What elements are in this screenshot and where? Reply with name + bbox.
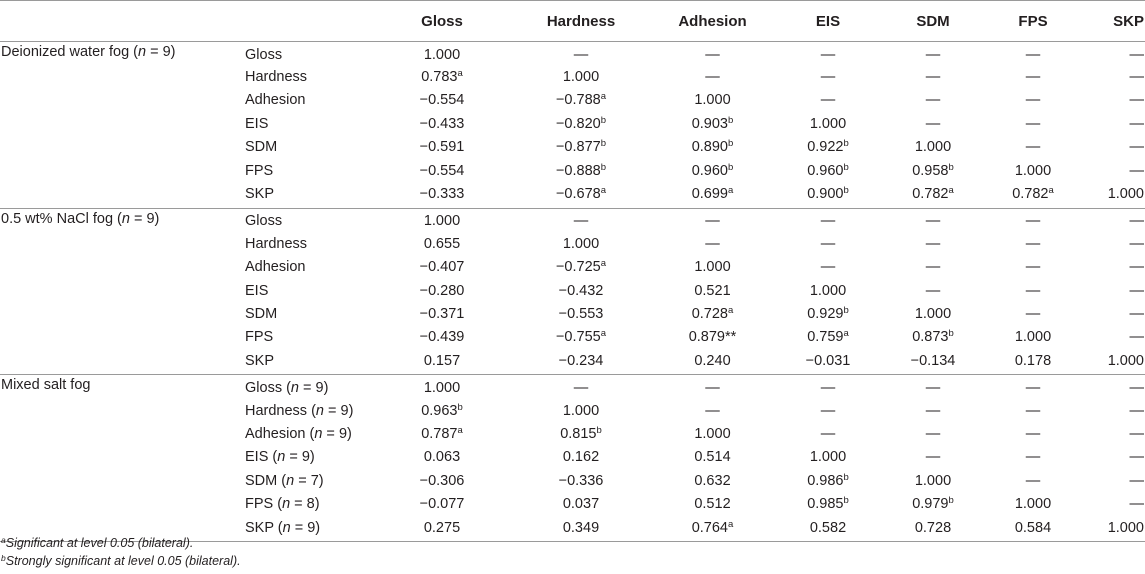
value-cell: — xyxy=(1025,213,1041,230)
value-cell: 0.582 xyxy=(777,516,879,542)
value-cell: 1.000 xyxy=(809,449,847,466)
value-cell: — xyxy=(1129,235,1144,252)
value-cell: 0.782$^a$ xyxy=(987,182,1079,208)
value-cell: — xyxy=(1025,46,1041,63)
footnotes xyxy=(1,534,241,570)
value-cell: −0.725$^a$ xyxy=(555,258,607,276)
row-label: EIS xyxy=(245,115,269,132)
value-cell: — xyxy=(820,380,836,397)
value-cell: 0.275 xyxy=(370,516,514,542)
value-cell: −0.554 xyxy=(419,162,465,179)
value-cell: 0.960$^b$ xyxy=(807,161,849,179)
value-cell: 1.000 xyxy=(1014,496,1052,513)
significance-mark: a xyxy=(600,328,607,340)
row-label: Hardness xyxy=(245,69,308,86)
value-cell: −0.433 xyxy=(419,115,465,132)
value-cell: — xyxy=(820,259,836,276)
value-cell: — xyxy=(925,380,941,397)
value-cell: — xyxy=(820,92,836,109)
value-cell: 1.000 xyxy=(694,425,731,442)
value-cell: 0.787$^a$ xyxy=(421,424,463,442)
table-row xyxy=(0,349,1145,375)
row-label: Adhesion xyxy=(245,92,306,109)
value-cell: — xyxy=(820,425,836,442)
row-label: SDM (n = 7) xyxy=(245,472,324,489)
value-cell: — xyxy=(1025,139,1041,156)
value-cell: — xyxy=(1025,69,1041,86)
value-cell: — xyxy=(1129,380,1144,397)
value-cell: 1.000 xyxy=(423,46,461,63)
value-cell: — xyxy=(573,213,589,230)
value-cell: 0.903$^b$ xyxy=(691,114,734,132)
significance-mark: a xyxy=(600,185,607,197)
row-label: FPS xyxy=(245,162,274,179)
significance-mark: a xyxy=(457,68,463,80)
value-cell: −0.788$^a$ xyxy=(555,91,607,109)
significance-mark: a xyxy=(728,185,734,197)
significance-mark: a xyxy=(457,424,463,436)
value-cell: 1.000 xyxy=(562,235,600,252)
value-cell: 0.728$^a$ xyxy=(691,304,734,322)
table-row xyxy=(0,208,1145,232)
row-label: SKP xyxy=(238,182,370,208)
header-eis: EIS xyxy=(777,1,879,42)
value-cell: — xyxy=(925,69,941,86)
value-cell: — xyxy=(1129,46,1144,63)
value-cell: 0.178 xyxy=(987,349,1079,375)
value-cell: — xyxy=(705,69,720,86)
table-row xyxy=(0,326,1145,349)
value-cell: — xyxy=(925,259,941,276)
value-cell: −0.280 xyxy=(419,282,465,299)
value-cell: −0.432 xyxy=(558,282,604,299)
value-cell: −0.439 xyxy=(419,329,465,346)
value-cell: 0.782$^a$ xyxy=(879,182,987,208)
significance-mark: b xyxy=(600,114,607,126)
group-label: 0.5 wt% NaCl fog (n = 9) xyxy=(1,210,160,227)
value-cell: −0.888$^b$ xyxy=(555,161,607,179)
header-gloss: Gloss xyxy=(370,1,514,42)
value-cell: — xyxy=(1025,472,1041,489)
group-label xyxy=(0,422,238,445)
value-cell: 0.879** xyxy=(688,329,737,346)
table-row xyxy=(0,279,1145,302)
value-cell: −0.371 xyxy=(419,305,465,322)
value-cell: 0.815$^b$ xyxy=(560,424,602,442)
value-cell: — xyxy=(1129,472,1144,489)
table-row xyxy=(0,375,1145,399)
value-cell: 1.000 xyxy=(914,139,952,156)
value-cell: — xyxy=(925,449,941,466)
value-cell: — xyxy=(1025,115,1041,132)
significance-mark: b xyxy=(728,138,734,150)
value-cell: — xyxy=(820,213,836,230)
value-cell: 0.512 xyxy=(694,496,731,513)
significance-mark: b xyxy=(457,401,463,413)
significance-mark: a xyxy=(600,258,607,270)
value-cell: — xyxy=(1129,402,1144,419)
value-cell: — xyxy=(705,235,720,252)
value-cell: — xyxy=(1025,92,1041,109)
table-row xyxy=(0,302,1145,325)
row-label: SKP xyxy=(238,349,370,375)
significance-mark: a xyxy=(728,518,734,530)
value-cell: 1.000 xyxy=(1079,349,1145,375)
value-cell: — xyxy=(1129,213,1144,230)
significance-mark: b xyxy=(843,304,849,316)
significance-mark: b xyxy=(728,114,734,126)
value-cell: 0.963$^b$ xyxy=(421,401,463,419)
value-cell: — xyxy=(1129,139,1144,156)
value-cell: −0.306 xyxy=(419,472,465,489)
value-cell: — xyxy=(925,213,941,230)
row-label: Adhesion xyxy=(245,259,306,276)
value-cell: — xyxy=(1025,259,1041,276)
row-label: EIS xyxy=(245,282,269,299)
table-header xyxy=(0,1,1145,42)
header-adhesion: Adhesion xyxy=(648,1,777,42)
value-cell: 1.000 xyxy=(1079,182,1145,208)
value-cell: — xyxy=(705,46,720,63)
value-cell: −0.031 xyxy=(777,349,879,375)
row-label: Hardness (n = 9) xyxy=(245,402,354,419)
group-deionized-water-fog xyxy=(0,42,1145,209)
group-label xyxy=(0,89,238,112)
table-row xyxy=(0,469,1145,492)
footnote-a: $^a$Significant at level 0.05 (bilateral). xyxy=(1,535,194,550)
header-hardness: Hardness xyxy=(514,1,648,42)
row-label: SDM xyxy=(245,139,278,156)
value-cell: 0.783$^a$ xyxy=(421,68,463,86)
value-cell: — xyxy=(1129,115,1144,132)
value-cell: 0.349 xyxy=(514,516,648,542)
value-cell: −0.407 xyxy=(419,259,465,276)
value-cell: — xyxy=(573,380,589,397)
value-cell: 1.000 xyxy=(1014,329,1052,346)
group-label xyxy=(0,65,238,88)
value-cell: — xyxy=(925,402,941,419)
table-row xyxy=(0,89,1145,112)
value-cell: 0.922$^b$ xyxy=(807,138,849,156)
significance-mark: b xyxy=(948,161,954,173)
value-cell: — xyxy=(1025,449,1041,466)
significance-mark: a xyxy=(1048,185,1054,197)
significance-mark: b xyxy=(843,185,849,197)
table-row xyxy=(0,65,1145,88)
value-cell: 0.063 xyxy=(423,449,461,466)
value-cell: — xyxy=(820,235,836,252)
value-cell: 1.000 xyxy=(1079,516,1145,542)
row-label: Gloss xyxy=(245,213,283,230)
value-cell: −0.134 xyxy=(879,349,987,375)
value-cell: — xyxy=(705,213,720,230)
value-cell: — xyxy=(925,115,941,132)
row-label: FPS xyxy=(245,329,274,346)
value-cell: 0.157 xyxy=(370,349,514,375)
table-row xyxy=(0,399,1145,422)
value-cell: — xyxy=(925,282,941,299)
value-cell: — xyxy=(925,46,941,63)
group-label: Mixed salt fog xyxy=(1,377,91,394)
value-cell: 0.728 xyxy=(879,516,987,542)
table-row xyxy=(0,159,1145,182)
table-row xyxy=(0,232,1145,255)
value-cell: −0.553 xyxy=(558,305,604,322)
value-cell: 0.958$^b$ xyxy=(912,161,954,179)
value-cell: −0.820$^b$ xyxy=(555,114,607,132)
significance-mark: b xyxy=(843,471,849,483)
value-cell: — xyxy=(1129,162,1144,179)
value-cell: — xyxy=(1129,92,1144,109)
significance-mark: b xyxy=(596,424,602,436)
row-label: EIS (n = 9) xyxy=(245,449,315,466)
group-nacl-fog xyxy=(0,208,1145,375)
row-label: SDM xyxy=(245,305,278,322)
value-cell: — xyxy=(1129,449,1144,466)
table-row xyxy=(0,182,1145,208)
value-cell: — xyxy=(1129,496,1144,513)
significance-mark: a xyxy=(843,328,849,340)
value-cell: 0.037 xyxy=(562,496,600,513)
value-cell: 1.000 xyxy=(423,213,461,230)
value-cell: — xyxy=(1129,425,1144,442)
value-cell: 1.000 xyxy=(914,305,952,322)
value-cell: — xyxy=(1025,282,1041,299)
value-cell: 0.985$^b$ xyxy=(807,495,849,513)
value-cell: 0.929$^b$ xyxy=(807,304,849,322)
value-cell: 0.521 xyxy=(694,282,731,299)
group-label xyxy=(0,232,238,255)
value-cell: 0.873$^b$ xyxy=(912,328,954,346)
value-cell: — xyxy=(820,402,836,419)
value-cell: — xyxy=(1025,402,1041,419)
value-cell: 0.986$^b$ xyxy=(807,471,849,489)
significance-mark: b xyxy=(600,161,607,173)
value-cell: — xyxy=(1129,69,1144,86)
group-label xyxy=(0,256,238,279)
value-cell: 0.584 xyxy=(987,516,1079,542)
row-label: SKP (n = 9) xyxy=(238,516,370,542)
value-cell: 1.000 xyxy=(809,115,847,132)
row-label: Adhesion (n = 9) xyxy=(245,425,352,442)
value-cell: −0.333 xyxy=(370,182,514,208)
header-cell xyxy=(0,1,238,42)
group-label xyxy=(0,492,238,515)
value-cell: 1.000 xyxy=(914,472,952,489)
row-label: Gloss xyxy=(245,46,283,63)
value-cell: — xyxy=(1129,305,1144,322)
header-fps: FPS xyxy=(987,1,1079,42)
value-cell: 0.162 xyxy=(562,449,600,466)
value-cell: — xyxy=(1025,425,1041,442)
value-cell: 0.240 xyxy=(648,349,777,375)
value-cell: 1.000 xyxy=(1014,162,1052,179)
group-label xyxy=(0,326,238,349)
group-label xyxy=(0,302,238,325)
value-cell: — xyxy=(1129,282,1144,299)
group-label xyxy=(0,136,238,159)
value-cell: 0.960$^b$ xyxy=(691,161,734,179)
significance-mark: b xyxy=(843,495,849,507)
row-label: Gloss (n = 9) xyxy=(245,380,329,397)
significance-mark: b xyxy=(948,495,954,507)
group-label xyxy=(0,279,238,302)
value-cell: 1.000 xyxy=(809,282,847,299)
table-row xyxy=(0,492,1145,515)
value-cell: 0.699$^a$ xyxy=(648,182,777,208)
row-label: FPS (n = 8) xyxy=(245,496,320,513)
value-cell: 1.000 xyxy=(562,69,600,86)
value-cell: — xyxy=(820,46,836,63)
group-label xyxy=(0,159,238,182)
table-row xyxy=(0,136,1145,159)
value-cell: −0.077 xyxy=(419,496,465,513)
value-cell: — xyxy=(925,425,941,442)
value-cell: — xyxy=(925,235,941,252)
value-cell: −0.591 xyxy=(419,139,465,156)
value-cell: 1.000 xyxy=(694,259,731,276)
value-cell: 0.632 xyxy=(694,472,731,489)
group-label xyxy=(0,182,238,208)
value-cell: −0.678$^a$ xyxy=(514,182,648,208)
significance-mark: b xyxy=(843,161,849,173)
value-cell: 1.000 xyxy=(423,380,461,397)
header-cell xyxy=(238,1,370,42)
value-cell: — xyxy=(573,46,589,63)
table-row xyxy=(0,446,1145,469)
value-cell: — xyxy=(1025,305,1041,322)
table-row xyxy=(0,112,1145,135)
value-cell: 0.890$^b$ xyxy=(691,138,734,156)
value-cell: 0.764$^a$ xyxy=(648,516,777,542)
value-cell: — xyxy=(1025,380,1041,397)
value-cell: −0.336 xyxy=(558,472,604,489)
group-label xyxy=(0,112,238,135)
footnote-b: $^b$Strongly significant at level 0.05 (bilateral). xyxy=(1,553,241,568)
group-label: Deionized water fog (n = 9) xyxy=(1,44,176,60)
value-cell: 0.514 xyxy=(694,449,731,466)
header-sdm: SDM xyxy=(879,1,987,42)
significance-mark: b xyxy=(600,138,607,150)
table-row xyxy=(0,42,1145,66)
value-cell: — xyxy=(1129,329,1144,346)
value-cell: 0.655 xyxy=(423,235,461,252)
value-cell: — xyxy=(925,92,941,109)
value-cell: −0.877$^b$ xyxy=(555,138,607,156)
value-cell: 1.000 xyxy=(694,92,731,109)
value-cell: 0.979$^b$ xyxy=(912,495,954,513)
table-row xyxy=(0,422,1145,445)
value-cell: — xyxy=(820,69,836,86)
value-cell: — xyxy=(1025,235,1041,252)
value-cell: −0.755$^a$ xyxy=(555,328,607,346)
significance-mark: b xyxy=(843,138,849,150)
value-cell: −0.234 xyxy=(514,349,648,375)
significance-mark: b xyxy=(728,161,734,173)
value-cell: 1.000 xyxy=(562,402,600,419)
value-cell: 0.759$^a$ xyxy=(807,328,849,346)
header-skp: SKP xyxy=(1079,1,1145,42)
group-label xyxy=(0,469,238,492)
value-cell: −0.554 xyxy=(419,92,465,109)
significance-mark: b xyxy=(948,328,954,340)
group-label xyxy=(0,446,238,469)
significance-mark: a xyxy=(728,304,734,316)
value-cell: — xyxy=(1129,259,1144,276)
group-mixed-salt-fog xyxy=(0,375,1145,542)
significance-mark: a xyxy=(600,91,607,103)
value-cell: 0.900$^b$ xyxy=(777,182,879,208)
value-cell: — xyxy=(705,402,720,419)
group-label xyxy=(0,349,238,375)
group-label xyxy=(0,399,238,422)
significance-mark: a xyxy=(948,185,954,197)
row-label: Hardness xyxy=(245,235,308,252)
table-row xyxy=(0,256,1145,279)
value-cell: — xyxy=(705,380,720,397)
